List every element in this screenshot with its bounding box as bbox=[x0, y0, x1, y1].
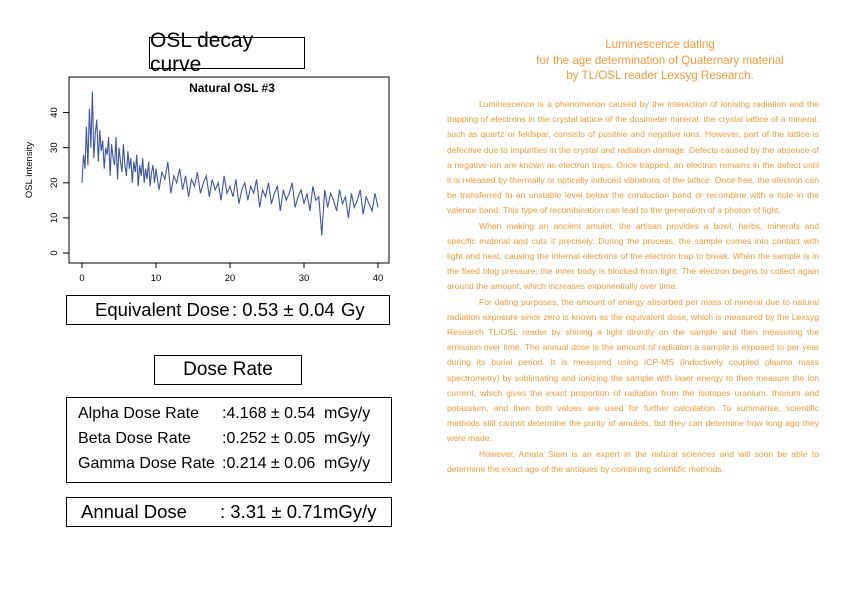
beta-dose-rate-unit: mGy/y bbox=[324, 430, 371, 447]
y-tick-label: 0 bbox=[49, 250, 60, 256]
x-tick-label: 20 bbox=[224, 273, 236, 284]
chart-title: Natural OSL #3 bbox=[189, 81, 275, 95]
osl-signal-series bbox=[82, 92, 378, 236]
y-tick-label: 30 bbox=[49, 142, 60, 153]
article-headline bbox=[470, 37, 842, 84]
chart-y-axis-label: OSL intensity bbox=[24, 141, 35, 199]
headline-line: by TL/OSL reader Lexsyg Research. bbox=[566, 69, 754, 82]
equivalent-dose-label: Equivalent Dose bbox=[95, 299, 230, 320]
equivalent-dose-value: : 0.53 ± 0.04 bbox=[232, 299, 335, 320]
dose-rate-box bbox=[66, 397, 392, 483]
x-tick-label: 30 bbox=[298, 273, 310, 284]
alpha-dose-rate-label: Alpha Dose Rate bbox=[78, 405, 199, 422]
beta-dose-rate-value: :0.252 ± 0.05 bbox=[222, 430, 316, 447]
article-paragraph: When making an ancient amulet, the artisan provides a bowl, herbs, minerals and specific material and cuts it precisely. During the process, the sample comes into contact with light and heat, causing the internal electrons of the electron trap to break. When the sample is in the fixed blog pressure, the inner body is blocked from light. The electron begins to collect again around the amount, which increases exponentially over time. bbox=[447, 220, 819, 292]
y-tick-label: 40 bbox=[49, 107, 60, 118]
gamma-dose-rate-label: Gamma Dose Rate bbox=[78, 455, 215, 472]
y-tick-label: 10 bbox=[49, 212, 60, 224]
headline-line: for the age determination of Quaternary material bbox=[536, 53, 784, 67]
article-paragraph: For dating purposes, the amount of energy absorbed per mass of mineral due to natural radiation exposure since zero is known as the equivalent dose, which is measured by the Lexsyg Research TL/OSL reader by shining a light directly on the sample and then measuring the emission over time. The annual dose is the amount of radiation a sample is exposed to per year during its burial period. It is measured using ICP-MS (inductively coupled plasma mass spectrometry) by sublimating and ionizing the sample with laser energy to then measure the ion current, which gives the exact proportion of radiation from the isotopes uranium, thorium and potassium, and then both values are used for further calculation. To summarise, scientific methods still cannot determine the purity of amulets, but they can determine how long ago they were made. bbox=[447, 296, 819, 444]
x-tick-label: 0 bbox=[79, 273, 85, 284]
equivalent-dose-unit: Gy bbox=[341, 299, 365, 320]
annual-dose-label: Annual Dose bbox=[81, 501, 187, 522]
equivalent-dose-box bbox=[66, 295, 390, 325]
x-tick-label: 40 bbox=[372, 273, 384, 284]
osl-decay-curve-title: OSL decay curve bbox=[149, 37, 305, 69]
headline-line: Luminescence dating bbox=[605, 38, 715, 51]
alpha-dose-rate-unit: mGy/y bbox=[324, 405, 371, 422]
beta-dose-rate-label: Beta Dose Rate bbox=[78, 430, 191, 447]
annual-dose-value: : 3.31 ± 0.71 bbox=[220, 501, 323, 522]
article-paragraph: However, Amata Siam is an expert in the natural sciences and will soon be able to determine the exact age of the antiques by combining scientific methods. bbox=[447, 448, 819, 474]
dose-rate-title: Dose Rate bbox=[154, 355, 302, 385]
gamma-dose-rate-value: :0.214 ± 0.06 bbox=[222, 455, 316, 472]
alpha-dose-rate-value: :4.168 ± 0.54 bbox=[222, 405, 316, 422]
article-paragraph: Luminescence is a phenomenon caused by the interaction of ionising radiation and the trapping of electrons in the crystal lattice of the dosimeter mineral. the crystal lattice of a mineral, such as quartz or feldspar, consists of positive and negative ions. However, part of the lattice is defective due to impurities in the crystal and radiation damage. Defects caused by the absence of a negative ion are known as electron traps. Once trapped, an electron remains in the defect until it is released by thermally or optically induced vibrations of the lattice. Once free, the electron can be transferred to an unstable level below the conduction band or recombine with a hole in the valence band. This type of recombination can lead to the generation of a photon of light. bbox=[447, 99, 819, 216]
gamma-dose-rate-unit: mGy/y bbox=[324, 455, 371, 472]
x-tick-label: 10 bbox=[150, 273, 162, 284]
annual-dose-unit: mGy/y bbox=[323, 501, 377, 522]
article-body bbox=[447, 97, 819, 477]
y-tick-label: 20 bbox=[49, 177, 60, 189]
annual-dose-box bbox=[66, 497, 392, 527]
